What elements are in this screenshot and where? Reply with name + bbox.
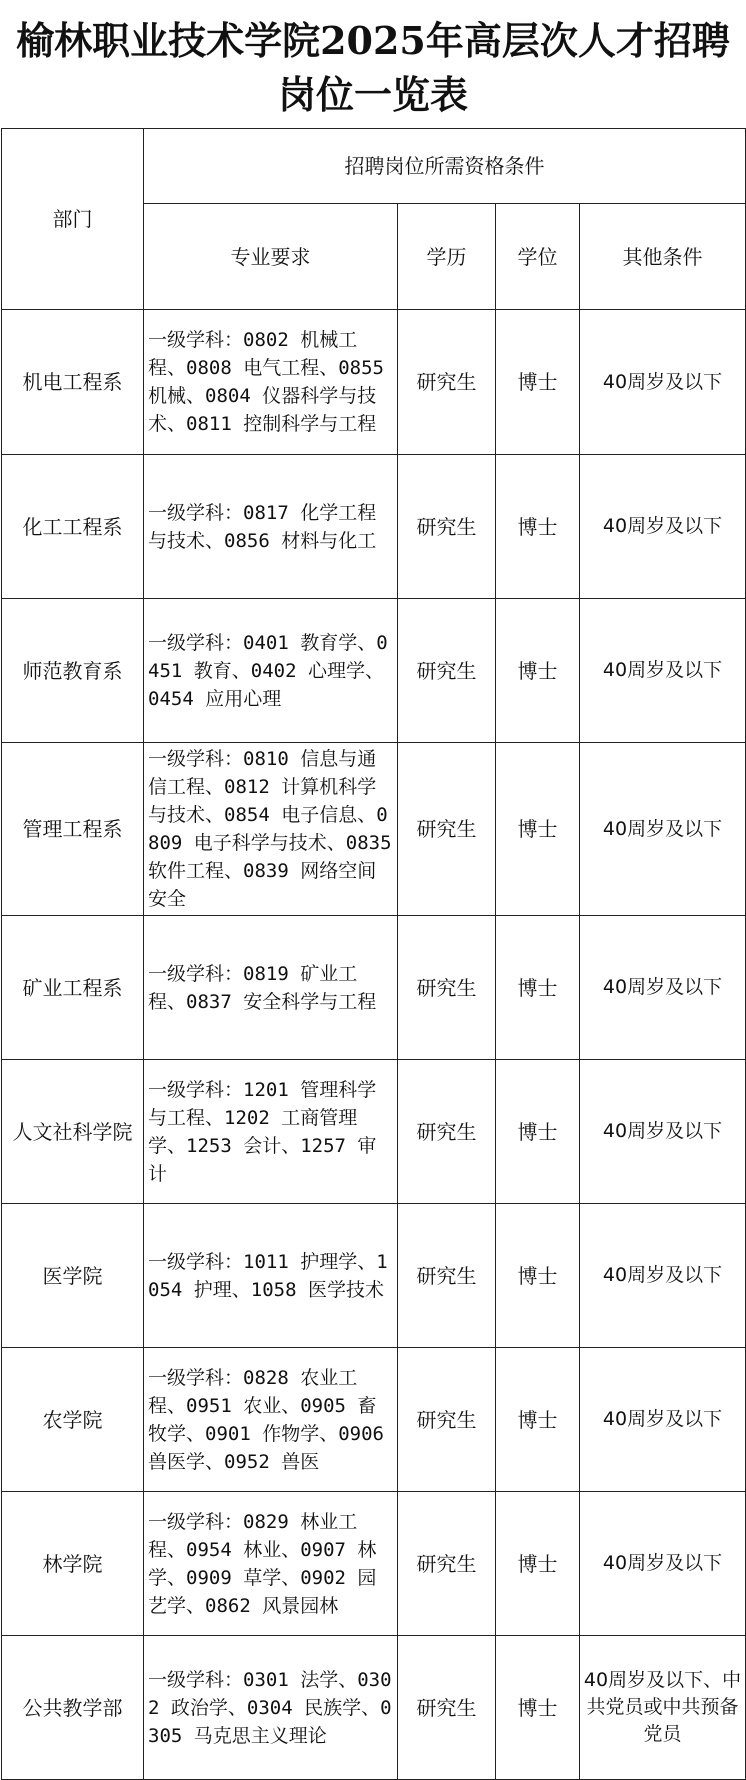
header-education: 学历 xyxy=(398,204,496,310)
table-row xyxy=(2,310,746,455)
table-row xyxy=(2,1060,746,1204)
other-cell: 40周岁及以下 xyxy=(580,743,746,916)
degree-cell: 博士 xyxy=(496,455,580,599)
degree-cell: 博士 xyxy=(496,1060,580,1204)
dept-cell: 林学院 xyxy=(2,1492,144,1636)
table-row xyxy=(2,743,746,916)
other-cell: 40周岁及以下 xyxy=(580,1204,746,1348)
major-cell: 一级学科：0817 化学工程与技术、0856 材料与化工 xyxy=(144,455,398,599)
education-cell: 研究生 xyxy=(398,1348,496,1492)
dept-cell: 农学院 xyxy=(2,1348,144,1492)
dept-cell: 机电工程系 xyxy=(2,310,144,455)
other-cell: 40周岁及以下 xyxy=(580,916,746,1060)
education-cell: 研究生 xyxy=(398,743,496,916)
table-row xyxy=(2,1492,746,1636)
dept-cell: 人文社科学院 xyxy=(2,1060,144,1204)
dept-cell: 公共教学部 xyxy=(2,1636,144,1780)
education-cell: 研究生 xyxy=(398,455,496,599)
degree-cell: 博士 xyxy=(496,1492,580,1636)
major-cell: 一级学科：0802 机械工程、0808 电气工程、0855 机械、0804 仪器科学与技术、0811 控制科学与工程 xyxy=(144,310,398,455)
degree-cell: 博士 xyxy=(496,1636,580,1780)
other-cell: 40周岁及以下 xyxy=(580,1492,746,1636)
education-cell: 研究生 xyxy=(398,310,496,455)
degree-cell: 博士 xyxy=(496,310,580,455)
other-cell: 40周岁及以下 xyxy=(580,1060,746,1204)
education-cell: 研究生 xyxy=(398,1636,496,1780)
major-cell: 一级学科：0301 法学、0302 政治学、0304 民族学、0305 马克思主义理论 xyxy=(144,1636,398,1780)
other-cell: 40周岁及以下 xyxy=(580,1348,746,1492)
table-row xyxy=(2,916,746,1060)
header-row-1 xyxy=(2,129,746,204)
major-cell: 一级学科：0810 信息与通信工程、0812 计算机科学与技术、0854 电子信息、0809 电子科学与技术、0835 软件工程、0839 网络空间安全 xyxy=(144,743,398,916)
recruitment-table xyxy=(1,128,746,1780)
degree-cell: 博士 xyxy=(496,1348,580,1492)
table-row xyxy=(2,599,746,743)
dept-cell: 师范教育系 xyxy=(2,599,144,743)
education-cell: 研究生 xyxy=(398,599,496,743)
other-cell: 40周岁及以下 xyxy=(580,599,746,743)
table-row xyxy=(2,1348,746,1492)
header-major: 专业要求 xyxy=(144,204,398,310)
other-cell: 40周岁及以下 xyxy=(580,310,746,455)
major-cell: 一级学科：0819 矿业工程、0837 安全科学与工程 xyxy=(144,916,398,1060)
education-cell: 研究生 xyxy=(398,916,496,1060)
major-cell: 一级学科：0829 林业工程、0954 林业、0907 林学、0909 草学、0902 园艺学、0862 风景园林 xyxy=(144,1492,398,1636)
education-cell: 研究生 xyxy=(398,1204,496,1348)
education-cell: 研究生 xyxy=(398,1060,496,1204)
major-cell: 一级学科：0401 教育学、0451 教育、0402 心理学、0454 应用心理 xyxy=(144,599,398,743)
other-cell: 40周岁及以下 xyxy=(580,455,746,599)
header-qualification-group: 招聘岗位所需资格条件 xyxy=(144,129,746,204)
table-row xyxy=(2,1636,746,1780)
major-cell: 一级学科：0828 农业工程、0951 农业、0905 畜牧学、0901 作物学、0906 兽医学、0952 兽医 xyxy=(144,1348,398,1492)
dept-cell: 管理工程系 xyxy=(2,743,144,916)
dept-cell: 医学院 xyxy=(2,1204,144,1348)
degree-cell: 博士 xyxy=(496,599,580,743)
other-cell: 40周岁及以下、中共党员或中共预备党员 xyxy=(580,1636,746,1780)
header-dept: 部门 xyxy=(2,129,144,310)
dept-cell: 化工工程系 xyxy=(2,455,144,599)
degree-cell: 博士 xyxy=(496,743,580,916)
page-title: 榆林职业技术学院2025年高层次人才招聘岗位一览表 xyxy=(16,18,730,117)
header-degree: 学位 xyxy=(496,204,580,310)
table-row xyxy=(2,1204,746,1348)
education-cell: 研究生 xyxy=(398,1492,496,1636)
dept-cell: 矿业工程系 xyxy=(2,916,144,1060)
table-row xyxy=(2,455,746,599)
degree-cell: 博士 xyxy=(496,1204,580,1348)
degree-cell: 博士 xyxy=(496,916,580,1060)
header-other: 其他条件 xyxy=(580,204,746,310)
major-cell: 一级学科：1201 管理科学与工程、1202 工商管理学、1253 会计、1257 审计 xyxy=(144,1060,398,1204)
major-cell: 一级学科：1011 护理学、1054 护理、1058 医学技术 xyxy=(144,1204,398,1348)
